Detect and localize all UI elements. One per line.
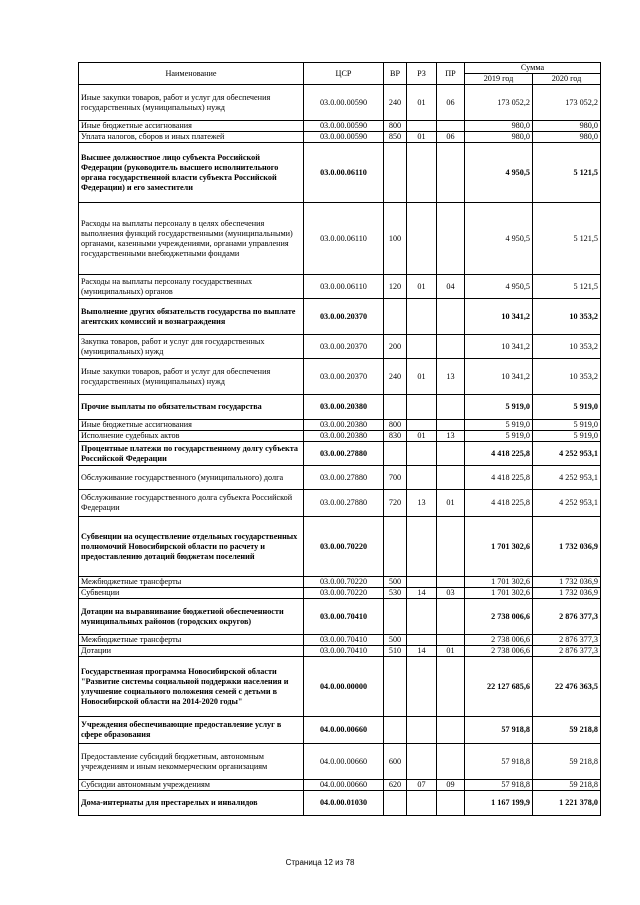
row-name: Уплата налогов, сборов и иных платежей <box>79 132 304 143</box>
table-row <box>79 420 601 431</box>
row-sum-2019: 4 418 225,8 <box>465 442 533 466</box>
row-pr: 01 <box>437 490 465 517</box>
row-rz <box>407 599 437 635</box>
row-pr <box>437 121 465 132</box>
row-csr: 03.0.00.20380 <box>304 431 384 442</box>
row-rz: 13 <box>407 490 437 517</box>
row-vr <box>384 517 407 577</box>
row-rz <box>407 420 437 431</box>
row-csr: 03.0.00.20380 <box>304 420 384 431</box>
row-sum-2019: 1 701 302,6 <box>465 577 533 588</box>
row-sum-2020: 2 876 377,3 <box>533 599 601 635</box>
row-name: Прочие выплаты по обязательствам государства <box>79 395 304 420</box>
row-sum-2020: 1 732 036,9 <box>533 588 601 599</box>
row-name: Обслуживание государственного долга субъекта Российской Федерации <box>79 490 304 517</box>
row-sum-2020: 1 221 378,0 <box>533 791 601 816</box>
table-row <box>79 646 601 657</box>
row-pr <box>437 791 465 816</box>
row-csr: 03.0.00.27880 <box>304 490 384 517</box>
table-row <box>79 275 601 299</box>
row-rz: 01 <box>407 275 437 299</box>
row-name: Расходы на выплаты персоналу государственных (муниципальных) органов <box>79 275 304 299</box>
header-year-2019: 2019 год <box>465 74 533 85</box>
row-rz <box>407 577 437 588</box>
row-csr: 03.0.00.70220 <box>304 517 384 577</box>
header-sum: Сумма <box>465 63 601 74</box>
row-sum-2020: 59 218,8 <box>533 744 601 780</box>
row-sum-2020: 1 732 036,9 <box>533 517 601 577</box>
table-row <box>79 299 601 335</box>
row-sum-2019: 57 918,8 <box>465 780 533 791</box>
row-csr: 04.0.00.00660 <box>304 717 384 744</box>
row-name: Выполнение других обязательств государства по выплате агентских комиссий и вознаграждения <box>79 299 304 335</box>
row-name: Учреждения обеспечивающие предоставление услуг в сфере образования <box>79 717 304 744</box>
row-csr: 04.0.00.00660 <box>304 780 384 791</box>
table-row <box>79 744 601 780</box>
row-pr <box>437 420 465 431</box>
row-sum-2020: 173 052,2 <box>533 85 601 121</box>
row-vr: 240 <box>384 85 407 121</box>
row-pr <box>437 635 465 646</box>
row-rz <box>407 121 437 132</box>
row-name: Высшее должностное лицо субъекта Российской Федерации (руководитель высшего исполнительного органа государственной власти субъекта Российской Федерации) и его заместители <box>79 143 304 203</box>
row-rz <box>407 791 437 816</box>
row-rz <box>407 466 437 490</box>
row-sum-2020: 5 121,5 <box>533 203 601 275</box>
table-row <box>79 335 601 359</box>
header-year-2020: 2020 год <box>533 74 601 85</box>
row-vr: 120 <box>384 275 407 299</box>
row-vr: 200 <box>384 335 407 359</box>
row-vr <box>384 299 407 335</box>
row-csr: 03.0.00.00590 <box>304 85 384 121</box>
row-csr: 03.0.00.27880 <box>304 442 384 466</box>
row-sum-2019: 4 950,5 <box>465 203 533 275</box>
table-row <box>79 599 601 635</box>
row-name: Иные закупки товаров, работ и услуг для обеспечения государственных (муниципальных) нужд <box>79 359 304 395</box>
row-vr: 500 <box>384 577 407 588</box>
row-sum-2020: 5 919,0 <box>533 395 601 420</box>
row-vr <box>384 657 407 717</box>
table-row <box>79 791 601 816</box>
row-pr <box>437 143 465 203</box>
row-rz <box>407 442 437 466</box>
row-pr: 01 <box>437 646 465 657</box>
row-rz: 14 <box>407 588 437 599</box>
row-name: Иные бюджетные ассигнования <box>79 420 304 431</box>
row-rz <box>407 517 437 577</box>
row-rz <box>407 299 437 335</box>
row-sum-2019: 4 418 225,8 <box>465 466 533 490</box>
row-vr <box>384 599 407 635</box>
row-name: Субвенции на осуществление отдельных государственных полномочий Новосибирской области по расчету и предоставлению дотаций бюджетам поселений <box>79 517 304 577</box>
row-sum-2020: 5 919,0 <box>533 431 601 442</box>
row-sum-2019: 22 127 685,6 <box>465 657 533 717</box>
row-vr: 850 <box>384 132 407 143</box>
row-vr: 240 <box>384 359 407 395</box>
row-vr <box>384 395 407 420</box>
row-vr <box>384 442 407 466</box>
table-row <box>79 780 601 791</box>
row-rz: 01 <box>407 85 437 121</box>
row-sum-2020: 980,0 <box>533 121 601 132</box>
row-name: Субсидии автономным учреждениям <box>79 780 304 791</box>
row-csr: 03.0.00.27880 <box>304 466 384 490</box>
row-name: Дотации на выравнивание бюджетной обеспеченности муниципальных районов (городских округов) <box>79 599 304 635</box>
table-row <box>79 359 601 395</box>
row-csr: 03.0.00.20380 <box>304 395 384 420</box>
row-csr: 03.0.00.70410 <box>304 635 384 646</box>
header-pr: ПР <box>437 63 465 85</box>
row-rz <box>407 143 437 203</box>
row-vr: 800 <box>384 420 407 431</box>
row-pr <box>437 717 465 744</box>
row-rz: 01 <box>407 359 437 395</box>
row-sum-2019: 5 919,0 <box>465 420 533 431</box>
table-row <box>79 143 601 203</box>
row-csr: 04.0.00.01030 <box>304 791 384 816</box>
row-rz: 07 <box>407 780 437 791</box>
row-sum-2019: 980,0 <box>465 121 533 132</box>
table-row <box>79 442 601 466</box>
table-row <box>79 717 601 744</box>
row-sum-2019: 57 918,8 <box>465 717 533 744</box>
row-vr: 600 <box>384 744 407 780</box>
row-vr <box>384 143 407 203</box>
row-vr <box>384 717 407 744</box>
table-body <box>79 85 601 816</box>
row-name: Субвенции <box>79 588 304 599</box>
row-sum-2019: 2 738 006,6 <box>465 599 533 635</box>
row-sum-2019: 1 701 302,6 <box>465 588 533 599</box>
row-pr <box>437 466 465 490</box>
row-vr: 830 <box>384 431 407 442</box>
table-row <box>79 431 601 442</box>
row-sum-2019: 4 950,5 <box>465 275 533 299</box>
row-pr <box>437 395 465 420</box>
row-name: Иные бюджетные ассигнования <box>79 121 304 132</box>
row-vr: 500 <box>384 635 407 646</box>
row-name: Дома-интернаты для престарелых и инвалидов <box>79 791 304 816</box>
row-sum-2019: 4 418 225,8 <box>465 490 533 517</box>
row-pr: 04 <box>437 275 465 299</box>
row-csr: 03.0.00.70410 <box>304 599 384 635</box>
row-pr <box>437 517 465 577</box>
row-csr: 03.0.00.06110 <box>304 275 384 299</box>
row-sum-2020: 1 732 036,9 <box>533 577 601 588</box>
row-sum-2019: 10 341,2 <box>465 335 533 359</box>
row-rz <box>407 395 437 420</box>
row-sum-2020: 10 353,2 <box>533 299 601 335</box>
row-sum-2020: 4 252 953,1 <box>533 466 601 490</box>
row-pr: 03 <box>437 588 465 599</box>
row-pr: 13 <box>437 359 465 395</box>
row-name: Расходы на выплаты персоналу в целях обеспечения выполнения функций государственными (муниципальными) органами, казенными учреждениями, органами управления государственными внебюджетными фондами <box>79 203 304 275</box>
row-name: Иные закупки товаров, работ и услуг для обеспечения государственных (муниципальных) нужд <box>79 85 304 121</box>
row-name: Межбюджетные трансферты <box>79 577 304 588</box>
row-rz <box>407 744 437 780</box>
row-rz <box>407 203 437 275</box>
table-row <box>79 395 601 420</box>
row-pr <box>437 577 465 588</box>
row-sum-2019: 2 738 006,6 <box>465 635 533 646</box>
row-name: Процентные платежи по государственному долгу субъекта Российской Федерации <box>79 442 304 466</box>
row-rz: 01 <box>407 132 437 143</box>
budget-table <box>78 62 601 816</box>
row-pr: 06 <box>437 85 465 121</box>
row-pr <box>437 744 465 780</box>
row-sum-2020: 22 476 363,5 <box>533 657 601 717</box>
table-row <box>79 121 601 132</box>
row-vr: 800 <box>384 121 407 132</box>
row-vr: 530 <box>384 588 407 599</box>
row-sum-2019: 1 167 199,9 <box>465 791 533 816</box>
row-csr: 03.0.00.06110 <box>304 143 384 203</box>
row-name: Дотации <box>79 646 304 657</box>
row-rz: 14 <box>407 646 437 657</box>
row-vr <box>384 791 407 816</box>
row-vr: 510 <box>384 646 407 657</box>
row-name: Государственная программа Новосибирской области "Развитие системы социальной поддержки населения и улучшение социального положения семей с детьми в Новосибирской области на 2014-2020 годы" <box>79 657 304 717</box>
row-sum-2020: 59 218,8 <box>533 717 601 744</box>
row-csr: 03.0.00.06110 <box>304 203 384 275</box>
header-rz: РЗ <box>407 63 437 85</box>
row-csr: 04.0.00.00660 <box>304 744 384 780</box>
row-sum-2020: 4 252 953,1 <box>533 442 601 466</box>
budget-table-container <box>78 62 600 816</box>
table-row <box>79 490 601 517</box>
row-pr <box>437 657 465 717</box>
row-sum-2020: 5 121,5 <box>533 275 601 299</box>
table-row <box>79 132 601 143</box>
row-sum-2020: 10 353,2 <box>533 359 601 395</box>
row-sum-2019: 5 919,0 <box>465 431 533 442</box>
table-row <box>79 203 601 275</box>
row-sum-2020: 5 121,5 <box>533 143 601 203</box>
row-rz <box>407 635 437 646</box>
header-csr: ЦСР <box>304 63 384 85</box>
table-row <box>79 657 601 717</box>
row-pr <box>437 599 465 635</box>
row-vr: 620 <box>384 780 407 791</box>
row-name: Межбюджетные трансферты <box>79 635 304 646</box>
row-csr: 03.0.00.20370 <box>304 359 384 395</box>
row-sum-2020: 10 353,2 <box>533 335 601 359</box>
row-pr: 13 <box>437 431 465 442</box>
row-vr: 700 <box>384 466 407 490</box>
row-rz <box>407 717 437 744</box>
table-row <box>79 588 601 599</box>
row-name: Закупка товаров, работ и услуг для государственных (муниципальных) нужд <box>79 335 304 359</box>
row-csr: 04.0.00.00000 <box>304 657 384 717</box>
row-name: Предоставление субсидий бюджетным, автономным учреждениям и иным некоммерческим организациям <box>79 744 304 780</box>
row-csr: 03.0.00.20370 <box>304 299 384 335</box>
row-sum-2020: 980,0 <box>533 132 601 143</box>
table-row <box>79 577 601 588</box>
table-row <box>79 635 601 646</box>
row-sum-2020: 4 252 953,1 <box>533 490 601 517</box>
row-sum-2019: 5 919,0 <box>465 395 533 420</box>
row-rz <box>407 335 437 359</box>
row-sum-2019: 57 918,8 <box>465 744 533 780</box>
row-pr <box>437 203 465 275</box>
row-csr: 03.0.00.70410 <box>304 646 384 657</box>
page-footer: Страница 12 из 78 <box>285 858 355 867</box>
row-pr <box>437 299 465 335</box>
row-sum-2019: 10 341,2 <box>465 359 533 395</box>
table-row <box>79 85 601 121</box>
row-name: Обслуживание государственного (муниципального) долга <box>79 466 304 490</box>
row-sum-2019: 173 052,2 <box>465 85 533 121</box>
row-name: Исполнение судебных актов <box>79 431 304 442</box>
row-pr: 09 <box>437 780 465 791</box>
row-sum-2019: 1 701 302,6 <box>465 517 533 577</box>
row-sum-2020: 59 218,8 <box>533 780 601 791</box>
header-name: Наименование <box>79 63 304 85</box>
row-pr: 06 <box>437 132 465 143</box>
row-pr <box>437 335 465 359</box>
row-rz <box>407 657 437 717</box>
row-csr: 03.0.00.20370 <box>304 335 384 359</box>
row-sum-2019: 980,0 <box>465 132 533 143</box>
row-rz: 01 <box>407 431 437 442</box>
row-pr <box>437 442 465 466</box>
row-sum-2019: 10 341,2 <box>465 299 533 335</box>
row-vr: 100 <box>384 203 407 275</box>
row-sum-2019: 4 950,5 <box>465 143 533 203</box>
table-row <box>79 517 601 577</box>
row-csr: 03.0.00.00590 <box>304 121 384 132</box>
row-sum-2020: 5 919,0 <box>533 420 601 431</box>
row-sum-2019: 2 738 006,6 <box>465 646 533 657</box>
row-csr: 03.0.00.70220 <box>304 588 384 599</box>
row-sum-2020: 2 876 377,3 <box>533 635 601 646</box>
row-vr: 720 <box>384 490 407 517</box>
row-sum-2020: 2 876 377,3 <box>533 646 601 657</box>
table-row <box>79 466 601 490</box>
row-csr: 03.0.00.00590 <box>304 132 384 143</box>
row-csr: 03.0.00.70220 <box>304 577 384 588</box>
header-vr: ВР <box>384 63 407 85</box>
